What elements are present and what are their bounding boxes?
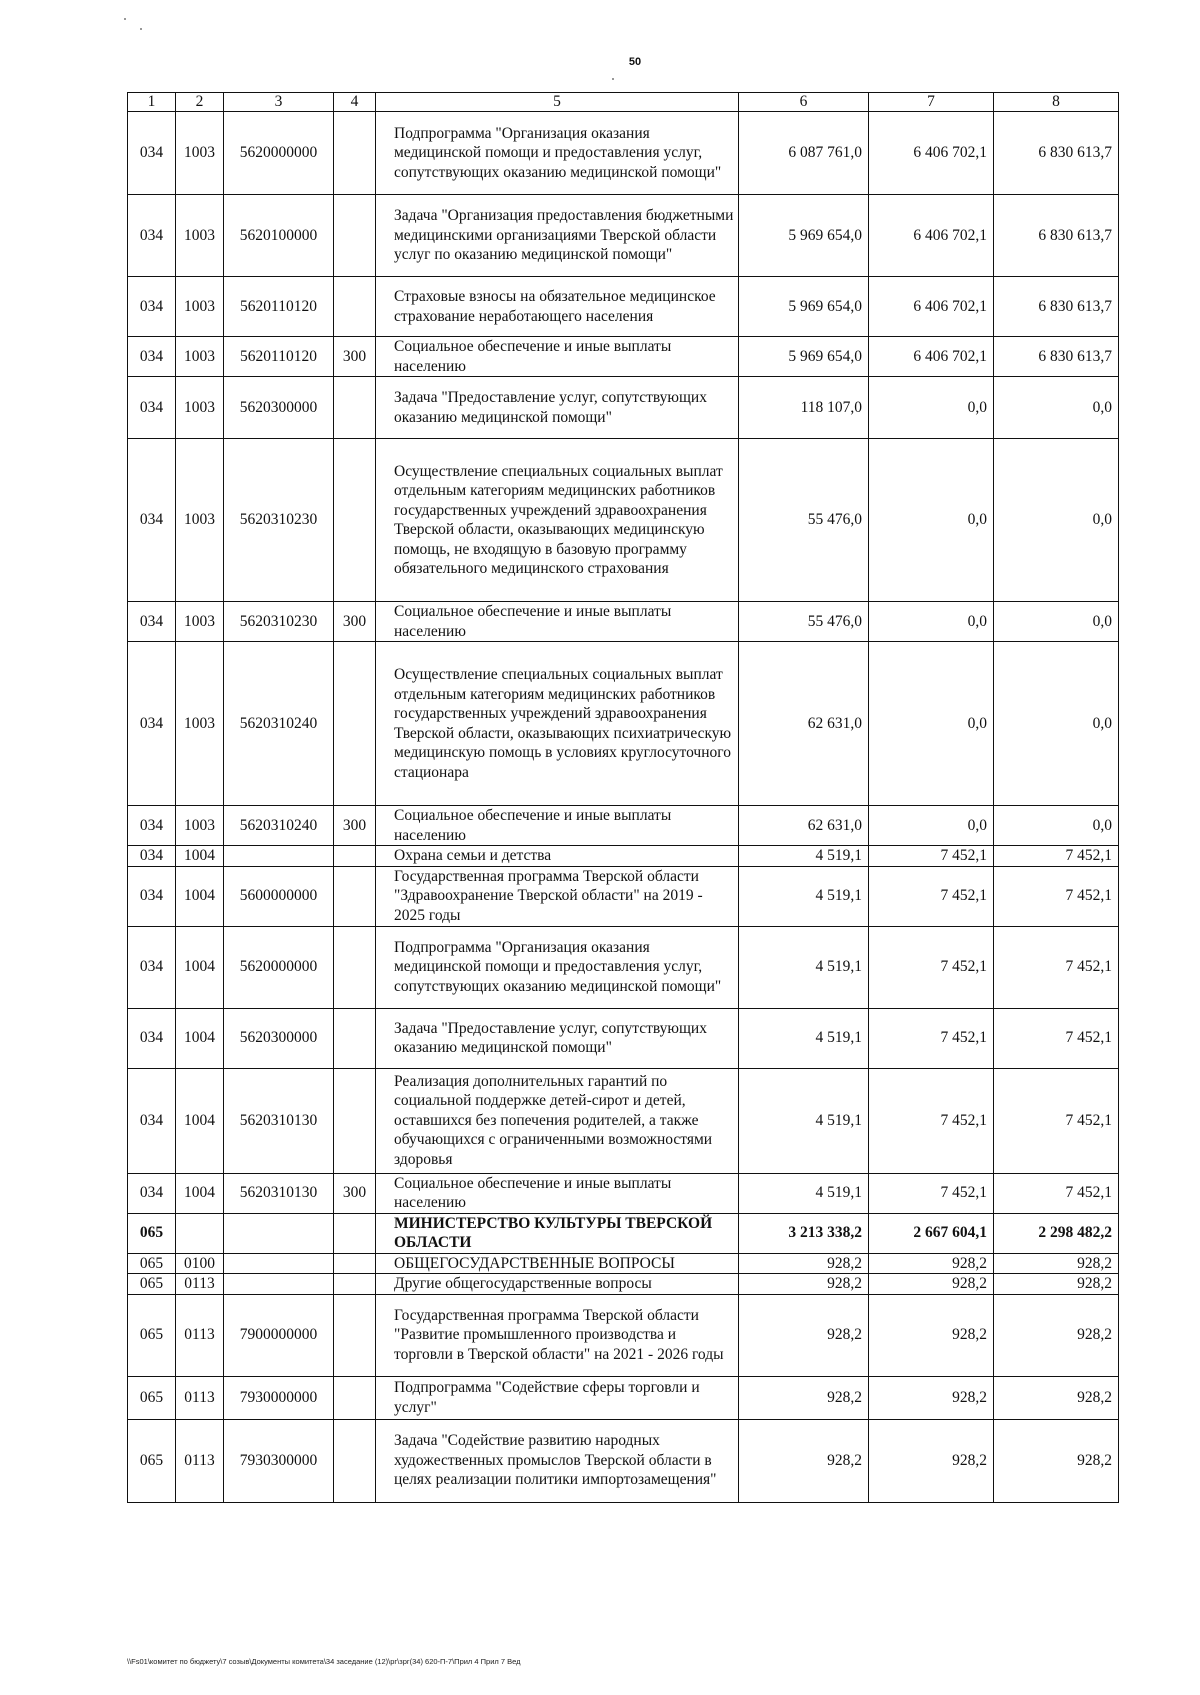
cell-subsection-code: 1003 bbox=[176, 377, 224, 439]
cell-amount-col7: 0,0 bbox=[869, 377, 994, 439]
cell-target-article bbox=[224, 846, 334, 867]
cell-amount-col6: 5 969 654,0 bbox=[739, 195, 869, 277]
cell-section-code: 065 bbox=[128, 1419, 176, 1502]
table-row bbox=[128, 846, 1119, 867]
cell-section-code: 034 bbox=[128, 1008, 176, 1068]
cell-amount-col6: 3 213 338,2 bbox=[739, 1213, 869, 1253]
cell-subsection-code: 1003 bbox=[176, 277, 224, 337]
cell-subsection-code: 1003 bbox=[176, 602, 224, 642]
cell-amount-col6: 928,2 bbox=[739, 1376, 869, 1419]
cell-subsection-code: 1004 bbox=[176, 1173, 224, 1213]
cell-target-article bbox=[224, 1213, 334, 1253]
cell-target-article: 5620310130 bbox=[224, 1173, 334, 1213]
cell-target-article: 5620110120 bbox=[224, 337, 334, 377]
cell-name: Подпрограмма "Содействие сферы торговли и услуг" bbox=[376, 1376, 739, 1419]
cell-name: Осуществление специальных социальных выплат отдельным категориям медицинских работников государственных учреждений здравоохранения Тверской области, оказывающих медицинскую помощь, не входящую в базовую программу обязательного медицинского страхования bbox=[376, 439, 739, 602]
cell-amount-col6: 928,2 bbox=[739, 1253, 869, 1274]
cell-subsection-code: 0100 bbox=[176, 1253, 224, 1274]
cell-subsection-code: 1004 bbox=[176, 866, 224, 926]
cell-amount-col6: 62 631,0 bbox=[739, 806, 869, 846]
cell-amount-col8: 6 830 613,7 bbox=[994, 112, 1119, 195]
cell-subsection-code: 1003 bbox=[176, 439, 224, 602]
cell-section-code: 034 bbox=[128, 1173, 176, 1213]
cell-amount-col8: 928,2 bbox=[994, 1294, 1119, 1376]
cell-name: Государственная программа Тверской области "Здравоохранение Тверской области" на 2019 - 2025 годы bbox=[376, 866, 739, 926]
table-row bbox=[128, 1294, 1119, 1376]
cell-target-article: 5620000000 bbox=[224, 112, 334, 195]
cell-amount-col6: 4 519,1 bbox=[739, 866, 869, 926]
cell-amount-col8: 0,0 bbox=[994, 602, 1119, 642]
cell-amount-col7: 928,2 bbox=[869, 1274, 994, 1295]
cell-expense-type: 300 bbox=[334, 337, 376, 377]
cell-section-code: 034 bbox=[128, 439, 176, 602]
cell-name: Реализация дополнительных гарантий по социальной поддержке детей-сирот и детей, оставшихся без попечения родителей, а также обучающихся с ограниченными возможностями здоровья bbox=[376, 1068, 739, 1173]
cell-amount-col8: 2 298 482,2 bbox=[994, 1213, 1119, 1253]
table-row bbox=[128, 1419, 1119, 1502]
cell-expense-type bbox=[334, 1419, 376, 1502]
cell-subsection-code: 0113 bbox=[176, 1274, 224, 1295]
cell-amount-col8: 928,2 bbox=[994, 1253, 1119, 1274]
cell-target-article: 5620110120 bbox=[224, 277, 334, 337]
cell-target-article bbox=[224, 1253, 334, 1274]
cell-expense-type bbox=[334, 642, 376, 806]
cell-expense-type bbox=[334, 195, 376, 277]
table-row bbox=[128, 866, 1119, 926]
cell-name: Страховые взносы на обязательное медицинское страхование неработающего населения bbox=[376, 277, 739, 337]
cell-expense-type bbox=[334, 1008, 376, 1068]
cell-name: ОБЩЕГОСУДАРСТВЕННЫЕ ВОПРОСЫ bbox=[376, 1253, 739, 1274]
cell-section-code: 065 bbox=[128, 1213, 176, 1253]
table-row bbox=[128, 377, 1119, 439]
cell-amount-col7: 0,0 bbox=[869, 602, 994, 642]
cell-amount-col8: 7 452,1 bbox=[994, 926, 1119, 1008]
cell-amount-col7: 0,0 bbox=[869, 642, 994, 806]
table-row bbox=[128, 1253, 1119, 1274]
cell-section-code: 034 bbox=[128, 1068, 176, 1173]
cell-target-article bbox=[224, 1274, 334, 1295]
table-row bbox=[128, 926, 1119, 1008]
cell-subsection-code: 1003 bbox=[176, 806, 224, 846]
cell-expense-type bbox=[334, 1253, 376, 1274]
cell-amount-col6: 4 519,1 bbox=[739, 846, 869, 867]
cell-amount-col8: 0,0 bbox=[994, 642, 1119, 806]
table-row bbox=[128, 439, 1119, 602]
cell-name: МИНИСТЕРСТВО КУЛЬТУРЫ ТВЕРСКОЙ ОБЛАСТИ bbox=[376, 1213, 739, 1253]
cell-target-article: 5620100000 bbox=[224, 195, 334, 277]
cell-name: Осуществление специальных социальных выплат отдельным категориям медицинских работников государственных учреждений здравоохранения Тверской области, оказывающих психиатрическую медицинскую помощь в условиях круглосуточного стационара bbox=[376, 642, 739, 806]
cell-target-article: 5620310240 bbox=[224, 806, 334, 846]
cell-name: Социальное обеспечение и иные выплаты населению bbox=[376, 806, 739, 846]
cell-amount-col8: 928,2 bbox=[994, 1274, 1119, 1295]
cell-amount-col7: 2 667 604,1 bbox=[869, 1213, 994, 1253]
cell-name: Задача "Организация предоставления бюджетными медицинскими организациями Тверской области услуг по оказанию медицинской помощи" bbox=[376, 195, 739, 277]
page-number: 50 bbox=[628, 56, 642, 68]
cell-name: Задача "Предоставление услуг, сопутствующих оказанию медицинской помощи" bbox=[376, 377, 739, 439]
column-header: 2 bbox=[176, 93, 224, 112]
cell-expense-type bbox=[334, 112, 376, 195]
cell-target-article: 5600000000 bbox=[224, 866, 334, 926]
cell-amount-col6: 6 087 761,0 bbox=[739, 112, 869, 195]
cell-target-article: 5620310230 bbox=[224, 439, 334, 602]
column-header: 7 bbox=[869, 93, 994, 112]
cell-subsection-code: 0113 bbox=[176, 1419, 224, 1502]
cell-expense-type bbox=[334, 846, 376, 867]
cell-section-code: 034 bbox=[128, 846, 176, 867]
cell-section-code: 034 bbox=[128, 277, 176, 337]
cell-amount-col8: 7 452,1 bbox=[994, 1173, 1119, 1213]
cell-amount-col8: 928,2 bbox=[994, 1376, 1119, 1419]
table-row bbox=[128, 1213, 1119, 1253]
cell-amount-col8: 6 830 613,7 bbox=[994, 195, 1119, 277]
cell-section-code: 034 bbox=[128, 195, 176, 277]
cell-amount-col7: 7 452,1 bbox=[869, 926, 994, 1008]
cell-section-code: 034 bbox=[128, 112, 176, 195]
cell-expense-type bbox=[334, 1294, 376, 1376]
cell-name: Социальное обеспечение и иные выплаты населению bbox=[376, 1173, 739, 1213]
cell-amount-col7: 928,2 bbox=[869, 1376, 994, 1419]
cell-amount-col8: 6 830 613,7 bbox=[994, 277, 1119, 337]
cell-amount-col7: 6 406 702,1 bbox=[869, 337, 994, 377]
cell-amount-col7: 6 406 702,1 bbox=[869, 195, 994, 277]
cell-expense-type bbox=[334, 377, 376, 439]
cell-section-code: 065 bbox=[128, 1274, 176, 1295]
cell-name: Социальное обеспечение и иные выплаты населению bbox=[376, 337, 739, 377]
column-header: 3 bbox=[224, 93, 334, 112]
cell-section-code: 034 bbox=[128, 337, 176, 377]
table-row bbox=[128, 112, 1119, 195]
cell-subsection-code: 1003 bbox=[176, 642, 224, 806]
cell-amount-col8: 7 452,1 bbox=[994, 866, 1119, 926]
column-header: 1 bbox=[128, 93, 176, 112]
cell-expense-type bbox=[334, 1068, 376, 1173]
cell-expense-type bbox=[334, 1376, 376, 1419]
table-row bbox=[128, 337, 1119, 377]
table-row bbox=[128, 1274, 1119, 1295]
cell-amount-col6: 928,2 bbox=[739, 1419, 869, 1502]
cell-section-code: 034 bbox=[128, 866, 176, 926]
cell-amount-col8: 7 452,1 bbox=[994, 846, 1119, 867]
cell-expense-type: 300 bbox=[334, 602, 376, 642]
cell-name: Другие общегосударственные вопросы bbox=[376, 1274, 739, 1295]
cell-subsection-code: 0113 bbox=[176, 1376, 224, 1419]
cell-subsection-code bbox=[176, 1213, 224, 1253]
cell-subsection-code: 1004 bbox=[176, 1008, 224, 1068]
cell-amount-col7: 928,2 bbox=[869, 1419, 994, 1502]
cell-subsection-code: 0113 bbox=[176, 1294, 224, 1376]
cell-amount-col7: 0,0 bbox=[869, 806, 994, 846]
cell-expense-type bbox=[334, 277, 376, 337]
table-row bbox=[128, 602, 1119, 642]
cell-subsection-code: 1003 bbox=[176, 337, 224, 377]
cell-amount-col8: 7 452,1 bbox=[994, 1068, 1119, 1173]
cell-expense-type bbox=[334, 926, 376, 1008]
cell-subsection-code: 1004 bbox=[176, 846, 224, 867]
table-row bbox=[128, 1376, 1119, 1419]
cell-name: Задача "Предоставление услуг, сопутствующих оказанию медицинской помощи" bbox=[376, 1008, 739, 1068]
cell-expense-type: 300 bbox=[334, 1173, 376, 1213]
cell-expense-type: 300 bbox=[334, 806, 376, 846]
cell-amount-col7: 7 452,1 bbox=[869, 1068, 994, 1173]
cell-amount-col6: 5 969 654,0 bbox=[739, 277, 869, 337]
cell-subsection-code: 1003 bbox=[176, 112, 224, 195]
cell-amount-col8: 7 452,1 bbox=[994, 1008, 1119, 1068]
cell-amount-col8: 928,2 bbox=[994, 1419, 1119, 1502]
cell-target-article: 5620000000 bbox=[224, 926, 334, 1008]
cell-target-article: 5620300000 bbox=[224, 1008, 334, 1068]
cell-target-article: 7930300000 bbox=[224, 1419, 334, 1502]
cell-amount-col7: 7 452,1 bbox=[869, 1173, 994, 1213]
table-row bbox=[128, 1068, 1119, 1173]
cell-section-code: 034 bbox=[128, 642, 176, 806]
cell-expense-type bbox=[334, 866, 376, 926]
cell-target-article: 5620310230 bbox=[224, 602, 334, 642]
cell-amount-col6: 4 519,1 bbox=[739, 926, 869, 1008]
cell-amount-col6: 55 476,0 bbox=[739, 602, 869, 642]
budget-table bbox=[127, 92, 1119, 1503]
table-row bbox=[128, 195, 1119, 277]
cell-amount-col7: 7 452,1 bbox=[869, 1008, 994, 1068]
footer-file-path: \\Fs01\комитет по бюджету\7 созыв\Документы комитета\34 заседание (12)\рг\зрг(34) 620-П-7\Прил 4 Прил 7 Вед bbox=[127, 1657, 521, 1666]
scan-speck bbox=[612, 78, 614, 80]
cell-target-article: 5620310240 bbox=[224, 642, 334, 806]
cell-amount-col6: 4 519,1 bbox=[739, 1008, 869, 1068]
table-row bbox=[128, 806, 1119, 846]
cell-amount-col8: 0,0 bbox=[994, 806, 1119, 846]
header-row bbox=[128, 93, 1119, 112]
cell-section-code: 034 bbox=[128, 926, 176, 1008]
cell-amount-col7: 7 452,1 bbox=[869, 846, 994, 867]
cell-amount-col8: 0,0 bbox=[994, 377, 1119, 439]
cell-amount-col7: 0,0 bbox=[869, 439, 994, 602]
cell-amount-col6: 4 519,1 bbox=[739, 1068, 869, 1173]
cell-name: Социальное обеспечение и иные выплаты населению bbox=[376, 602, 739, 642]
cell-amount-col8: 6 830 613,7 bbox=[994, 337, 1119, 377]
table-row bbox=[128, 277, 1119, 337]
scan-speck bbox=[124, 18, 126, 20]
cell-subsection-code: 1003 bbox=[176, 195, 224, 277]
cell-amount-col7: 928,2 bbox=[869, 1253, 994, 1274]
cell-target-article: 7930000000 bbox=[224, 1376, 334, 1419]
column-header: 4 bbox=[334, 93, 376, 112]
cell-amount-col6: 118 107,0 bbox=[739, 377, 869, 439]
cell-name: Подпрограмма "Организация оказания медицинской помощи и предоставления услуг, сопутствующих оказанию медицинской помощи" bbox=[376, 926, 739, 1008]
cell-section-code: 065 bbox=[128, 1253, 176, 1274]
cell-name: Задача "Содействие развитию народных художественных промыслов Тверской области в целях реализации политики импортозамещения" bbox=[376, 1419, 739, 1502]
cell-amount-col6: 62 631,0 bbox=[739, 642, 869, 806]
cell-subsection-code: 1004 bbox=[176, 926, 224, 1008]
column-header: 5 bbox=[376, 93, 739, 112]
cell-section-code: 065 bbox=[128, 1376, 176, 1419]
cell-name: Охрана семьи и детства bbox=[376, 846, 739, 867]
cell-amount-col6: 5 969 654,0 bbox=[739, 337, 869, 377]
column-header: 6 bbox=[739, 93, 869, 112]
cell-amount-col6: 928,2 bbox=[739, 1294, 869, 1376]
scan-speck bbox=[140, 28, 142, 30]
cell-amount-col6: 4 519,1 bbox=[739, 1173, 869, 1213]
cell-section-code: 034 bbox=[128, 806, 176, 846]
cell-target-article: 5620300000 bbox=[224, 377, 334, 439]
table-row bbox=[128, 1173, 1119, 1213]
cell-expense-type bbox=[334, 1213, 376, 1253]
cell-subsection-code: 1004 bbox=[176, 1068, 224, 1173]
cell-amount-col6: 928,2 bbox=[739, 1274, 869, 1295]
cell-target-article: 7900000000 bbox=[224, 1294, 334, 1376]
cell-section-code: 034 bbox=[128, 377, 176, 439]
cell-name: Подпрограмма "Организация оказания медицинской помощи и предоставления услуг, сопутствующих оказанию медицинской помощи" bbox=[376, 112, 739, 195]
table-row bbox=[128, 642, 1119, 806]
table-row bbox=[128, 1008, 1119, 1068]
cell-target-article: 5620310130 bbox=[224, 1068, 334, 1173]
cell-expense-type bbox=[334, 1274, 376, 1295]
cell-amount-col7: 6 406 702,1 bbox=[869, 112, 994, 195]
cell-section-code: 065 bbox=[128, 1294, 176, 1376]
cell-expense-type bbox=[334, 439, 376, 602]
cell-section-code: 034 bbox=[128, 602, 176, 642]
cell-amount-col7: 6 406 702,1 bbox=[869, 277, 994, 337]
cell-amount-col6: 55 476,0 bbox=[739, 439, 869, 602]
column-header: 8 bbox=[994, 93, 1119, 112]
cell-amount-col8: 0,0 bbox=[994, 439, 1119, 602]
cell-name: Государственная программа Тверской области "Развитие промышленного производства и торговли в Тверской области" на 2021 - 2026 годы bbox=[376, 1294, 739, 1376]
cell-amount-col7: 928,2 bbox=[869, 1294, 994, 1376]
cell-amount-col7: 7 452,1 bbox=[869, 866, 994, 926]
